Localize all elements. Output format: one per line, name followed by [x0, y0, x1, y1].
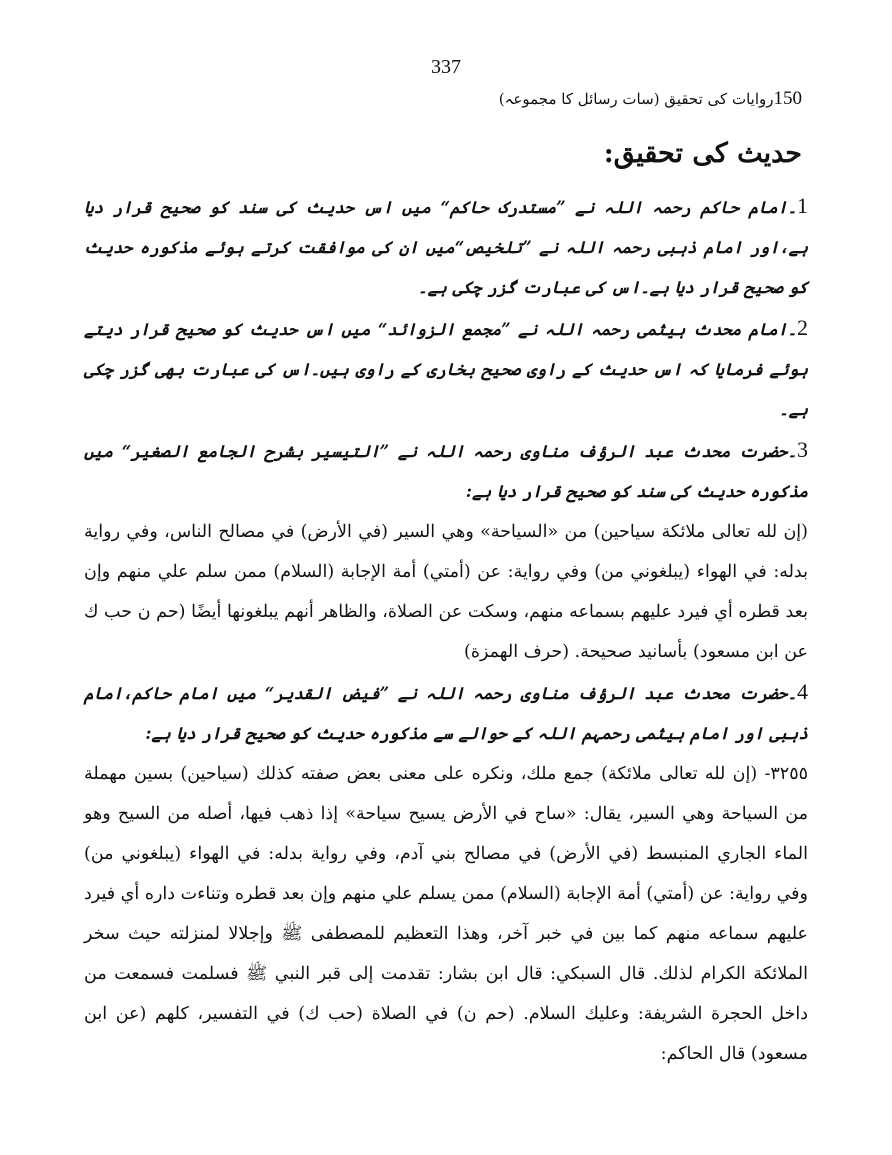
body-text: [84, 186, 808, 1074]
item-text: ۔امام محدث ہیثمی رحمہ اللہ نے ”مجمع الزوائد“ میں اس حدیث کو صحیح قرار دیتے ہوئے فرمایا کہ اس حدیث کے راوی صحیح بخاری کے راوی ہیں۔اس کی عبارت بھی گزر چکی ہے۔: [84, 320, 808, 419]
urdu-paragraph-3: [84, 430, 808, 512]
running-header-text: روایات کی تحقیق (سات رسائل کا مجموعہ): [498, 90, 774, 108]
item-number: 4: [797, 679, 808, 704]
urdu-paragraph-2: [84, 308, 808, 430]
item-number: 3: [797, 437, 808, 462]
page-number: 337: [431, 56, 461, 78]
running-header: [499, 88, 802, 110]
urdu-paragraph-4: [84, 672, 808, 754]
item-text: ۔امام حاکم رحمہ اللہ نے ”مستدرک حاکم“ میں اس حدیث کی سند کو صحیح قرار دیا ہے،اور امام ذہبی رحمہ اللہ نے ”تلخیص“میں ان کی موافقت کرتے ہوئے مذکورہ حدیث کو صحیح قرار دیا ہے۔اس کی عبارت گزر چکی ہے۔: [84, 198, 808, 297]
running-header-number: 150: [773, 88, 802, 109]
arabic-quote-2: ٣٢٥٥- (إن لله تعالى ملائكة) جمع ملك، ونكره على معنى بعض صفته كذلك (سياحين) بسين مهملة من السياحة وهي السير، يقال: «ساح في الأرض يسيح سياحة» إذا ذهب فيها، أصله من السيح وهو الماء الجاري المنبسط (في الأرض) في مصالح بني آدم، وفي رواية بدله: في الهواء (يبلغوني من) وفي رواية: عن (أمتي) أمة الإجابة (السلام) ممن يسلم علي منهم وإن بعد قطره وتناءت داره أي فيرد عليهم سماعه منهم كما بين في خبر آخر، وهذا التعظيم للمصطفى ﷺ وإجلالا لمنزلته حيث سخر الملائكة الكرام لذلك. قال السبكي: قال ابن بشار: تقدمت إلى قبر النبي ﷺ فسلمت فسمعت من داخل الحجرة الشريفة: وعليك السلام. (حم ن) في الصلاة (حب ك) في التفسير، كلهم (عن ابن مسعود) قال الحاكم:: [84, 764, 808, 1064]
arabic-quote-1: (إن لله تعالى ملائكة سياحين) من «السياحة» وهي السير (في الأرض) في مصالح الناس، وفي رواية بدله: في الهواء (يبلغوني من) وفي رواية: عن (أمتي) أمة الإجابة (السلام) ممن سلم علي منهم وإن بعد قطره أي فيرد عليهم بسماعه منهم، وسكت عن الصلاة، والظاهر أنهم يبلغونها أيضًا (حم ن حب ك عن ابن مسعود) بأسانيد صحيحة. (حرف الهمزة): [84, 522, 808, 662]
section-title: حدیث کی تحقیق:: [603, 138, 802, 169]
item-number: 2: [797, 315, 808, 340]
urdu-paragraph-1: [84, 186, 808, 308]
item-number: 1: [797, 193, 808, 218]
item-text: ۔حضرت محدث عبد الرؤف مناوی رحمہ اللہ نے ”التیسیر بشرح الجامع الصغیر“ میں مذکورہ حدیث کی سند کو صحیح قرار دیا ہے:: [84, 442, 808, 501]
item-text: ۔حضرت محدث عبد الرؤف مناوی رحمہ اللہ نے ”فیض القدیر“ میں امام حاکم،امام ذہبی اور امام ہیثمی رحمہم اللہ کے حوالے سے مذکورہ حدیث کو صحیح قرار دیا ہے:: [84, 684, 808, 743]
